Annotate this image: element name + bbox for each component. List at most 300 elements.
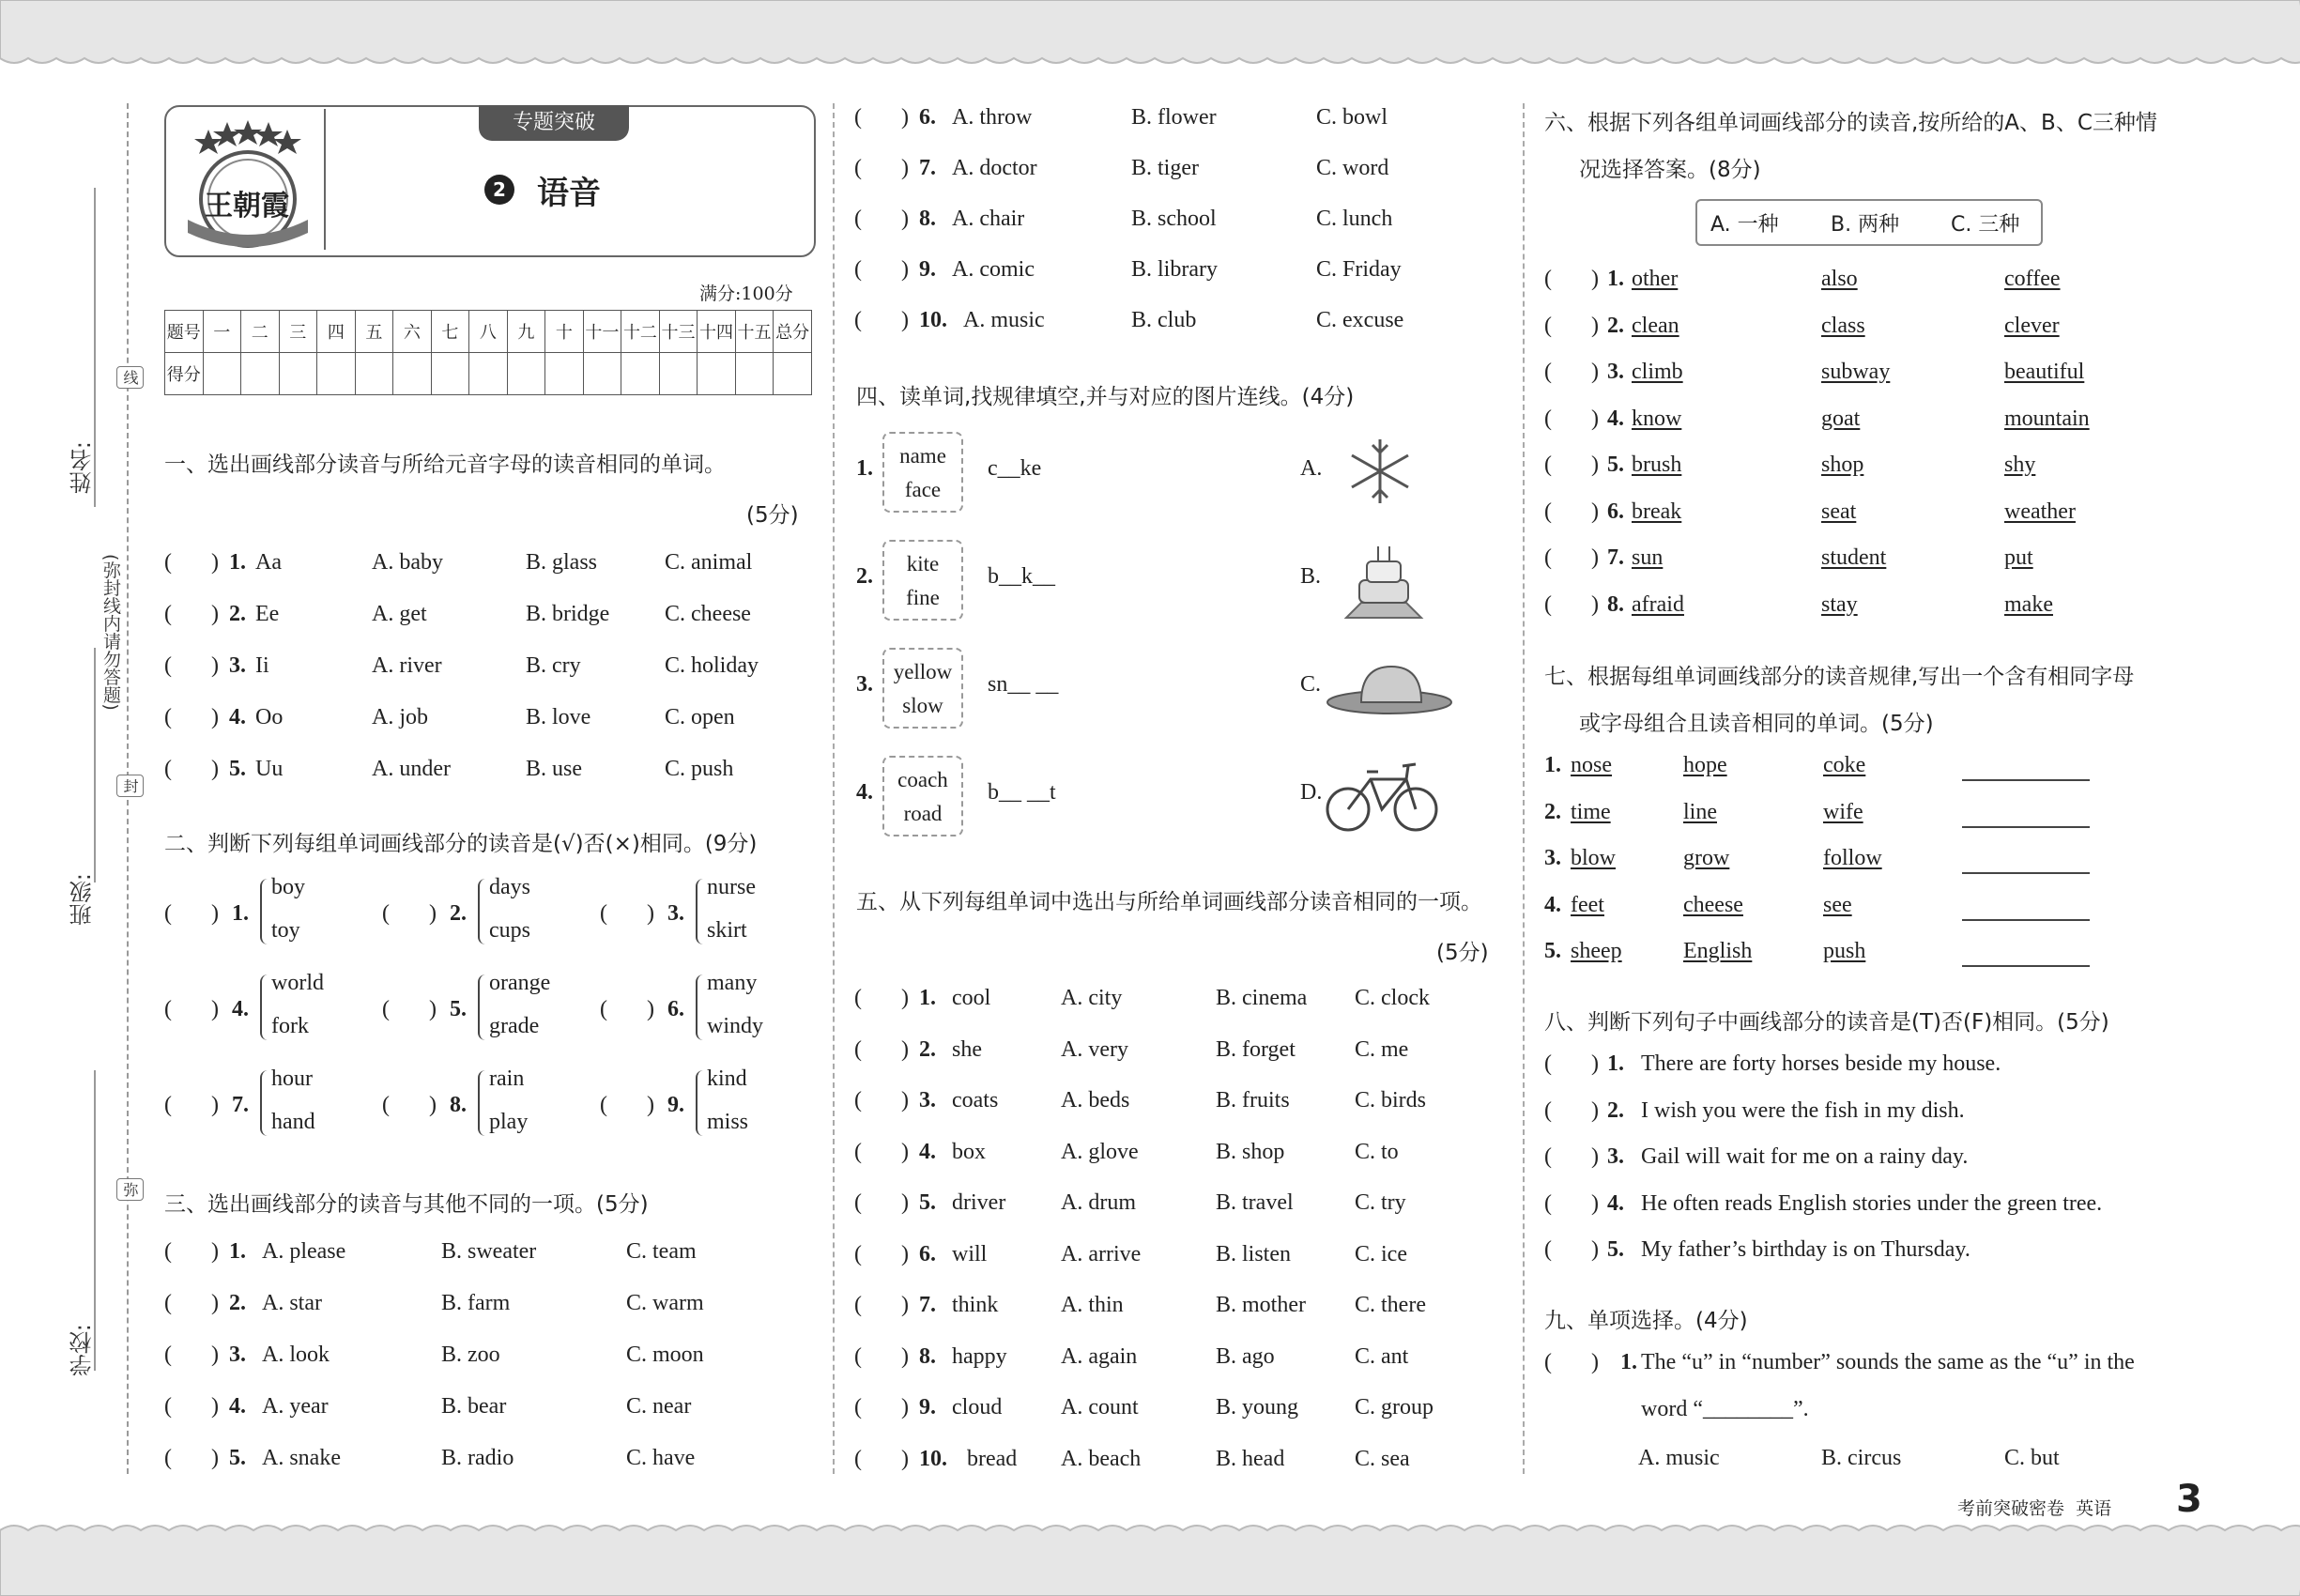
option-a: A. star [262, 1291, 322, 1315]
question-number: 9. [919, 1395, 936, 1420]
option-b: B. library [1131, 257, 1218, 282]
word-c: make [2004, 591, 2053, 617]
score-header-cell: 十一 [583, 311, 621, 353]
option-b: B. glass [526, 550, 598, 575]
option-c: C. but [2004, 1446, 2060, 1470]
word-pair-box [882, 648, 963, 729]
boat-hat-picture [1324, 657, 1455, 723]
word-2: hand [271, 1110, 315, 1134]
question-number: 3. [229, 1343, 246, 1367]
answer-paren[interactable]: ( ) [164, 602, 219, 626]
option-c: C. animal [665, 550, 753, 575]
option-c: C. word [1316, 156, 1389, 180]
word-b: grow [1683, 846, 1730, 870]
word-c: follow [1823, 846, 1882, 870]
question-number: 4. [1607, 406, 1624, 431]
score-input-cell[interactable] [735, 353, 774, 395]
question-number: 8. [919, 207, 936, 231]
word-2: skirt [707, 918, 747, 943]
question-number: 1. [856, 456, 873, 481]
answer-paren[interactable]: ( ) [164, 1239, 219, 1264]
sentence: Gail will wait for me on a rainy day. [1641, 1144, 1969, 1169]
question-number: 1. [1607, 267, 1624, 291]
option-a: A. comic [952, 257, 1035, 282]
option-b: B. flower [1131, 105, 1217, 130]
score-input-cell[interactable] [469, 353, 508, 395]
question-number: 8. [919, 1343, 936, 1369]
word-c: coke [1823, 753, 1866, 777]
word-c: wife [1823, 799, 1863, 824]
answer-paren[interactable]: ( ) [1544, 1350, 1599, 1374]
question-number: 10. [919, 308, 947, 332]
word-a: blow [1571, 846, 1616, 870]
score-input-cell[interactable] [393, 353, 432, 395]
score-header-cell: 五 [355, 311, 393, 353]
score-input-cell[interactable] [431, 353, 469, 395]
option-a: A. music [963, 308, 1045, 332]
option-b: B. young [1216, 1395, 1299, 1420]
question-number: 9. [667, 1093, 684, 1117]
word-pair-box [882, 432, 963, 513]
word-a: break [1632, 499, 1682, 524]
option-b: B. use [526, 757, 582, 781]
score-header-cell: 题号 [165, 311, 204, 353]
answer-paren[interactable]: ( ) [382, 1093, 437, 1117]
column-separator-1 [833, 103, 835, 1474]
key-word: will [952, 1241, 988, 1266]
question-number: 5. [229, 1446, 246, 1470]
option-b: B. circus [1821, 1446, 1902, 1470]
score-header-cell: 总分 [774, 311, 812, 353]
score-input-cell[interactable] [279, 353, 317, 395]
answer-paren[interactable]: ( ) [1544, 360, 1599, 384]
question-text-2: word “________”. [1641, 1397, 1809, 1421]
question-number: 5. [1607, 1237, 1624, 1262]
fill-blank-word[interactable]: sn__ __ [988, 672, 1059, 697]
score-input-cell[interactable] [203, 353, 241, 395]
word-b: also [1821, 267, 1858, 291]
word-pair-box [882, 756, 963, 836]
answer-line[interactable] [1962, 965, 2090, 967]
question-number: 4. [232, 997, 249, 1021]
question-number: 5. [229, 757, 246, 781]
full-score: 满分:100分 [699, 284, 793, 304]
fill-blank-word[interactable]: b__k__ [988, 564, 1055, 589]
score-input-cell[interactable] [583, 353, 621, 395]
answer-paren[interactable]: ( ) [1544, 591, 1599, 617]
answer-paren[interactable]: ( ) [164, 757, 219, 781]
word-c: mountain [2004, 406, 2090, 431]
vowel-letter: Aa [255, 550, 282, 575]
question-number: 4. [229, 1394, 246, 1419]
option-b: B. sweater [441, 1239, 537, 1264]
option-a: A. music [1638, 1446, 1720, 1470]
answer-paren[interactable]: ( ) [854, 1446, 909, 1471]
option-a: A. get [372, 602, 427, 626]
option-a: A. 一种 [1710, 213, 1779, 237]
score-header-cell: 十三 [659, 311, 698, 353]
word-1: boy [271, 875, 305, 899]
score-header-cell: 二 [241, 311, 280, 353]
word-b: line [1683, 799, 1717, 824]
score-header-cell: 四 [317, 311, 356, 353]
picture-label: B. [1300, 564, 1322, 589]
brace-mark [478, 974, 487, 1040]
score-input-cell[interactable] [507, 353, 545, 395]
option-b: B. tiger [1131, 156, 1199, 180]
question-number: 2. [229, 602, 246, 626]
word-2: fine [906, 586, 940, 609]
option-c: C. sea [1355, 1446, 1410, 1471]
sentence: I wish you were the fish in my dish. [1641, 1097, 1965, 1123]
answer-paren[interactable]: ( ) [1544, 1051, 1599, 1076]
answer-paren[interactable]: ( ) [1544, 545, 1599, 570]
word-1: many [707, 971, 758, 995]
name-label: 姓名: [69, 441, 96, 495]
option-a: A. job [372, 705, 428, 729]
section-5-points: (5分) [1436, 941, 1489, 965]
word-b: student [1821, 545, 1887, 570]
question-number: 3. [856, 672, 873, 697]
option-b: B. love [526, 705, 591, 729]
option-a: A. doctor [952, 156, 1037, 180]
score-input-cell[interactable] [317, 353, 356, 395]
top-wave-border [0, 0, 2300, 75]
option-a: A. beds [1061, 1088, 1130, 1113]
answer-paren[interactable]: ( ) [1544, 1097, 1599, 1123]
word-c: beautiful [2004, 360, 2085, 384]
school-label: 学校: [69, 1324, 96, 1377]
brand-logo [169, 109, 326, 250]
option-b: B. bridge [526, 602, 610, 626]
section-6-title-line2: 况选择答案。(8分) [1579, 158, 1761, 182]
score-header-cell: 七 [431, 311, 469, 353]
answer-paren[interactable]: ( ) [164, 705, 219, 729]
seal-note: (弥封线内请勿答题) [100, 554, 121, 711]
option-c: C. Friday [1316, 257, 1402, 282]
question-number: 1. [1620, 1350, 1637, 1374]
word-1: rain [489, 1067, 525, 1091]
section-2-title: 二、判断下列每组单词画线部分的读音是(√)否(×)相同。(9分) [164, 832, 758, 856]
answer-paren[interactable]: ( ) [854, 1190, 909, 1215]
question-number: 5. [450, 997, 467, 1021]
answer-paren[interactable]: ( ) [854, 1139, 909, 1164]
answer-paren[interactable]: ( ) [854, 1395, 909, 1420]
section-8-title: 八、判断下列句子中画线部分的读音是(T)否(F)相同。(5分) [1544, 1010, 2109, 1035]
answer-paren[interactable]: ( ) [1544, 453, 1599, 477]
score-input-cell[interactable] [774, 353, 812, 395]
question-number: 2. [919, 1036, 936, 1062]
option-b: B. radio [441, 1446, 514, 1470]
footer-series: 考前突破密卷 英语 [1957, 1498, 2112, 1519]
key-word: think [952, 1293, 999, 1317]
score-header-cell: 十 [545, 311, 584, 353]
option-a: A. under [372, 757, 451, 781]
score-header-cell: 十五 [735, 311, 774, 353]
answer-paren[interactable]: ( ) [164, 901, 219, 926]
word-1: orange [489, 971, 551, 995]
answer-paren[interactable]: ( ) [164, 1291, 219, 1315]
question-number: 4. [919, 1139, 936, 1164]
question-number: 8. [1607, 591, 1624, 617]
question-number: 5. [1607, 453, 1624, 477]
section-7-title-line1: 七、根据每组单词画线部分的读音规律,写出一个含有相同字母 [1544, 665, 2135, 689]
key-word: box [952, 1139, 986, 1164]
brace-mark [478, 879, 487, 944]
picture-label: A. [1300, 456, 1323, 481]
option-c: C. clock [1355, 986, 1430, 1010]
key-word: coats [952, 1088, 999, 1113]
answer-paren[interactable]: ( ) [854, 1241, 909, 1266]
option-c: C. birds [1355, 1088, 1427, 1113]
score-input-cell[interactable] [545, 353, 584, 395]
answer-paren[interactable]: ( ) [1544, 1144, 1599, 1169]
answer-paren[interactable]: ( ) [854, 156, 909, 180]
question-number: 1. [919, 986, 936, 1010]
mi-mark: 弥 [116, 1178, 144, 1201]
word-2: grade [489, 1014, 540, 1038]
answer-paren[interactable]: ( ) [600, 901, 654, 926]
option-b: B. head [1216, 1446, 1285, 1471]
word-b: stay [1821, 591, 1858, 617]
option-b: B. farm [441, 1291, 511, 1315]
answer-paren[interactable]: ( ) [854, 257, 909, 282]
option-c: C. warm [626, 1291, 704, 1315]
option-b: B. fruits [1216, 1088, 1290, 1113]
option-a: A. snake [262, 1446, 341, 1470]
word-a: know [1632, 406, 1682, 431]
fill-blank-word[interactable]: b__ __t [988, 780, 1056, 805]
word-c: coffee [2004, 267, 2061, 291]
answer-paren[interactable]: ( ) [854, 1036, 909, 1062]
word-a: brush [1632, 453, 1682, 477]
word-2: fork [271, 1014, 309, 1038]
option-c: C. try [1355, 1190, 1406, 1215]
sentence: There are forty horses beside my house. [1641, 1051, 2001, 1076]
answer-line[interactable] [1962, 919, 2090, 921]
option-c: C. there [1355, 1293, 1426, 1317]
option-c: C. lunch [1316, 207, 1393, 231]
brace-mark [696, 974, 705, 1040]
picture-label: C. [1300, 672, 1322, 697]
answer-paren[interactable]: ( ) [164, 997, 219, 1021]
question-text: The “u” in “number” sounds the same as the “u” in the [1641, 1350, 2135, 1374]
brace-mark [696, 879, 705, 944]
key-word: cool [952, 986, 991, 1010]
option-c: C. cheese [665, 602, 751, 626]
class-label: 班级: [69, 873, 96, 927]
brace-mark [260, 879, 269, 944]
question-number: 7. [1607, 545, 1624, 570]
word-a: clean [1632, 313, 1679, 338]
key-word: cloud [952, 1395, 1003, 1420]
section-5-title: 五、从下列每组单词中选出与所给单词画线部分读音相同的一项。 [856, 890, 1482, 914]
question-number: 3. [1544, 846, 1561, 870]
question-number: 5. [919, 1190, 936, 1215]
column-separator-2 [1523, 103, 1525, 1474]
word-1: coach [897, 768, 948, 791]
option-c: C. group [1355, 1395, 1434, 1420]
question-number: 6. [919, 1241, 936, 1266]
sentence: He often reads English stories under the green tree. [1641, 1190, 2103, 1216]
answer-paren[interactable]: ( ) [854, 105, 909, 130]
answer-paren[interactable]: ( ) [854, 308, 909, 332]
word-b: class [1821, 313, 1865, 338]
word-c: weather [2004, 499, 2076, 524]
topic-number-icon: 2 [484, 175, 514, 205]
question-number: 4. [1607, 1190, 1624, 1216]
option-a: A. chair [952, 207, 1025, 231]
bottom-wave-border [0, 1512, 2300, 1596]
question-number: 4. [229, 705, 246, 729]
cake-picture [1341, 537, 1427, 623]
question-number: 1. [1544, 753, 1561, 777]
word-pair-box [882, 540, 963, 621]
question-number: 4. [856, 780, 873, 805]
option-a: A. city [1061, 986, 1123, 1010]
option-c: C. excuse [1316, 308, 1404, 332]
question-number: 4. [1544, 892, 1561, 917]
option-a: A. look [262, 1343, 330, 1367]
question-number: 3. [919, 1088, 936, 1113]
option-a: A. baby [372, 550, 443, 575]
answer-paren[interactable]: ( ) [854, 986, 909, 1010]
word-1: kite [906, 552, 940, 575]
question-number: 2. [856, 564, 873, 589]
option-a: A. river [372, 653, 442, 678]
answer-paren[interactable]: ( ) [854, 1088, 909, 1113]
answer-paren[interactable]: ( ) [1544, 313, 1599, 338]
answer-paren[interactable]: ( ) [164, 1343, 219, 1367]
answer-paren[interactable]: ( ) [854, 1343, 909, 1369]
answer-line[interactable] [1962, 779, 2090, 781]
brace-mark [260, 974, 269, 1040]
vowel-letter: Ii [255, 653, 269, 678]
score-input-cell[interactable] [659, 353, 698, 395]
score-header-cell: 八 [469, 311, 508, 353]
answer-paren[interactable]: ( ) [1544, 1237, 1599, 1262]
score-input-cell[interactable] [355, 353, 393, 395]
word-1: nurse [707, 875, 756, 899]
option-a: A. beach [1061, 1446, 1142, 1471]
answer-paren[interactable]: ( ) [1544, 1190, 1599, 1216]
answer-paren[interactable]: ( ) [1544, 406, 1599, 431]
word-2: toy [271, 918, 300, 943]
word-a: time [1571, 799, 1611, 824]
brace-mark [696, 1070, 705, 1136]
answer-paren[interactable]: ( ) [1544, 267, 1599, 291]
topic-title: 语音 [537, 175, 601, 212]
answer-paren[interactable]: ( ) [164, 550, 219, 575]
option-b: B. mother [1216, 1293, 1306, 1317]
answer-paren[interactable]: ( ) [1544, 499, 1599, 524]
brand-text: 王朝霞 [205, 190, 289, 223]
score-input-cell[interactable] [621, 353, 660, 395]
answer-paren[interactable]: ( ) [382, 997, 437, 1021]
key-word: driver [952, 1190, 1006, 1215]
word-b: hope [1683, 753, 1727, 777]
score-input-cell[interactable] [698, 353, 736, 395]
answer-paren[interactable]: ( ) [600, 997, 654, 1021]
option-b: B. zoo [441, 1343, 500, 1367]
answer-paren[interactable]: ( ) [164, 1446, 219, 1470]
answer-paren[interactable]: ( ) [600, 1093, 654, 1117]
question-number: 10. [919, 1446, 947, 1471]
answer-line[interactable] [1962, 826, 2090, 828]
option-c: C. near [626, 1394, 692, 1419]
option-a: A. glove [1061, 1139, 1139, 1164]
answer-paren[interactable]: ( ) [164, 1394, 219, 1419]
question-number: 1. [1607, 1051, 1624, 1076]
option-a: A. year [262, 1394, 329, 1419]
word-b: goat [1821, 406, 1861, 431]
fill-blank-word[interactable]: c__ke [988, 456, 1042, 481]
score-header-cell: 三 [279, 311, 317, 353]
question-number: 7. [919, 1293, 936, 1317]
bicycle-picture [1324, 757, 1441, 834]
question-number: 3. [667, 901, 684, 926]
question-number: 3. [229, 653, 246, 678]
word-a: afraid [1632, 591, 1684, 617]
sentence: My father’s birthday is on Thursday. [1641, 1237, 1970, 1262]
snowflake-picture [1342, 434, 1418, 509]
question-number: 1. [229, 550, 246, 575]
answer-paren[interactable]: ( ) [164, 1093, 219, 1117]
word-c: push [1823, 939, 1866, 963]
option-b: B. cinema [1216, 986, 1308, 1010]
key-word: bread [967, 1446, 1018, 1471]
word-1: world [271, 971, 324, 995]
section-7-title-line2: 或字母组合且读音相同的单词。(5分) [1579, 712, 1934, 736]
line-mark: 线 [116, 366, 144, 389]
question-number: 6. [1607, 499, 1624, 524]
word-a: other [1632, 267, 1679, 291]
word-a: sun [1632, 545, 1664, 570]
question-number: 6. [919, 105, 936, 130]
score-header-cell: 十四 [698, 311, 736, 353]
answer-paren[interactable]: ( ) [854, 1293, 909, 1317]
question-number: 8. [450, 1093, 467, 1117]
option-b: B. club [1131, 308, 1197, 332]
word-1: name [899, 444, 946, 468]
option-a: A. please [262, 1239, 346, 1264]
question-number: 7. [919, 156, 936, 180]
answer-paren[interactable]: ( ) [382, 901, 437, 926]
answer-paren[interactable]: ( ) [164, 653, 219, 678]
score-header-cell: 六 [393, 311, 432, 353]
word-b: shop [1821, 453, 1864, 477]
answer-line[interactable] [1962, 872, 2090, 874]
option-a: A. drum [1061, 1190, 1136, 1215]
question-number: 9. [919, 257, 936, 282]
answer-paren[interactable]: ( ) [854, 207, 909, 231]
score-input-cell[interactable] [241, 353, 280, 395]
word-1: kind [707, 1067, 747, 1091]
option-b: B. listen [1216, 1241, 1292, 1266]
question-number: 2. [1607, 313, 1624, 338]
score-header-cell: 一 [203, 311, 241, 353]
word-2: cups [489, 918, 530, 943]
question-number: 3. [1607, 1144, 1624, 1169]
word-c: shy [2004, 453, 2036, 477]
score-label-cell: 得分 [165, 353, 204, 395]
option-c: C. holiday [665, 653, 759, 678]
word-c: put [2004, 545, 2033, 570]
word-1: days [489, 875, 530, 899]
word-a: climb [1632, 360, 1683, 384]
score-header-cell: 十二 [621, 311, 660, 353]
question-number: 2. [229, 1291, 246, 1315]
